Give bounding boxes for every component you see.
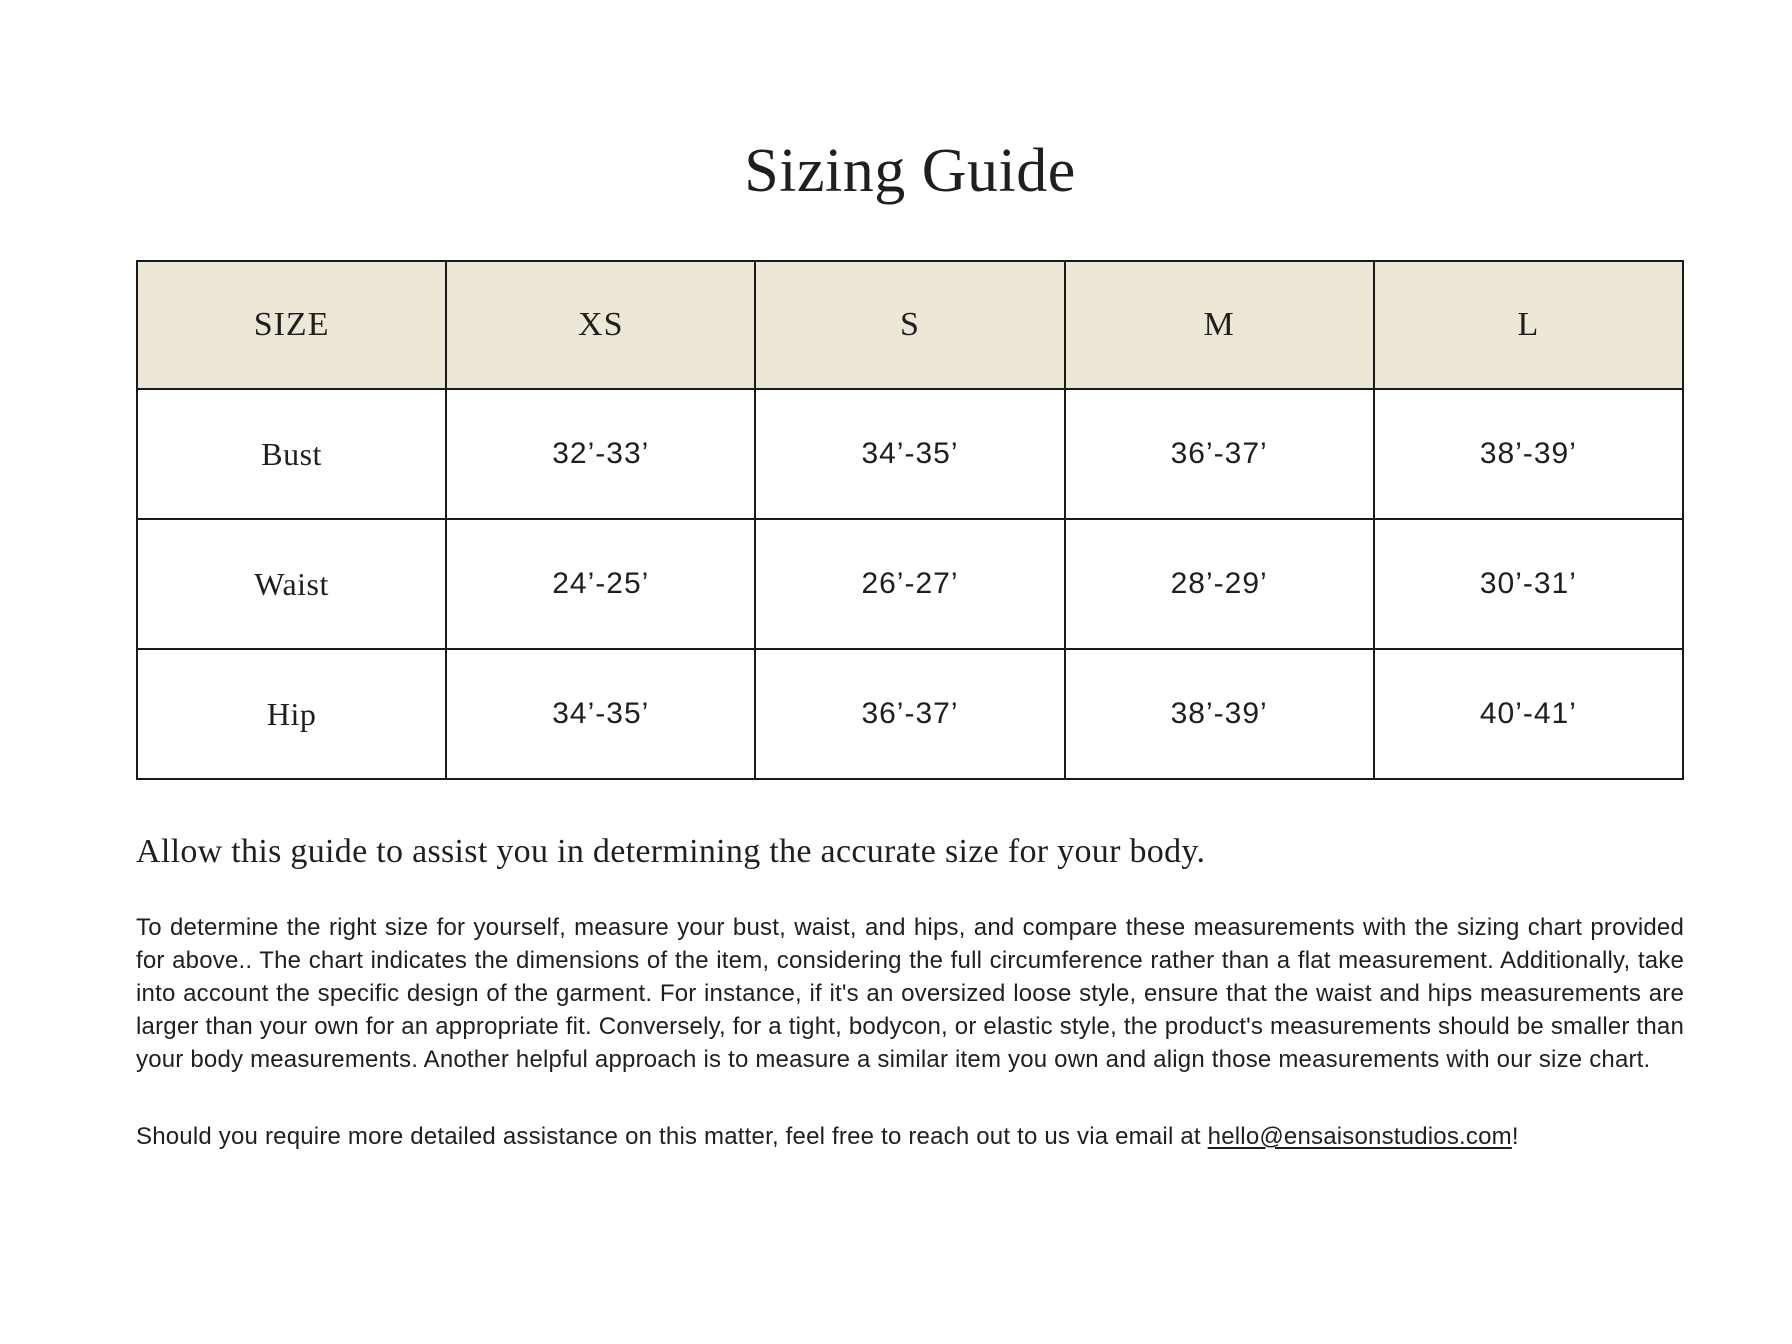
- email-link[interactable]: hello@ensaisonstudios.com: [1207, 1122, 1512, 1150]
- row-label-bust: Bust: [137, 389, 446, 519]
- header-cell-l: L: [1374, 261, 1683, 389]
- cell-waist-l: 30’-31’: [1374, 519, 1683, 649]
- cell-bust-s: 34’-35’: [755, 389, 1064, 519]
- cell-bust-m: 36’-37’: [1065, 389, 1374, 519]
- header-cell-s: S: [755, 261, 1064, 389]
- table-row-bust: [137, 389, 1683, 519]
- contact-text-suffix: !: [1511, 1122, 1519, 1150]
- cell-hip-l: 40’-41’: [1374, 649, 1683, 779]
- header-cell-size: SIZE: [137, 261, 446, 389]
- contact-line: [136, 1120, 1684, 1153]
- cell-waist-xs: 24’-25’: [446, 519, 755, 649]
- cell-bust-xs: 32’-33’: [446, 389, 755, 519]
- cell-waist-m: 28’-29’: [1065, 519, 1374, 649]
- contact-text-prefix: Should you require more detailed assistance on this matter, feel free to reach out to us via email at: [136, 1122, 1208, 1150]
- intro-sentence: Allow this guide to assist you in determining the accurate size for your body.: [136, 833, 1206, 870]
- cell-hip-xs: 34’-35’: [446, 649, 755, 779]
- content-column: [0, 137, 1684, 1153]
- table-row-waist: [137, 519, 1683, 649]
- table-row-hip: [137, 649, 1683, 779]
- cell-hip-m: 38’-39’: [1065, 649, 1374, 779]
- sizing-instructions-paragraph: To determine the right size for yourself, measure your bust, waist, and hips, and compare these measurements with the sizing chart provided for above.. The chart indicates the dimensions of the item, considering the full circumference rather than a flat measurement. Additionally, take into account the specific design of the garment. For instance, if it's an oversized loose style, ensure that the waist and hips measurements are larger than your own for an appropriate fit. Conversely, for a tight, bodycon, or elastic style, the product's measurements should be smaller than your body measurements. Another helpful approach is to measure a similar item you own and align those measurements with our size chart.: [136, 913, 1684, 1073]
- row-label-waist: Waist: [137, 519, 446, 649]
- cell-bust-l: 38’-39’: [1374, 389, 1683, 519]
- cell-waist-s: 26’-27’: [755, 519, 1064, 649]
- cell-hip-s: 36’-37’: [755, 649, 1064, 779]
- header-cell-xs: XS: [446, 261, 755, 389]
- table-header-row: [137, 261, 1683, 389]
- page-title: Sizing Guide: [744, 137, 1076, 205]
- size-chart-table: [136, 260, 1684, 780]
- row-label-hip: Hip: [137, 649, 446, 779]
- header-cell-m: M: [1065, 261, 1374, 389]
